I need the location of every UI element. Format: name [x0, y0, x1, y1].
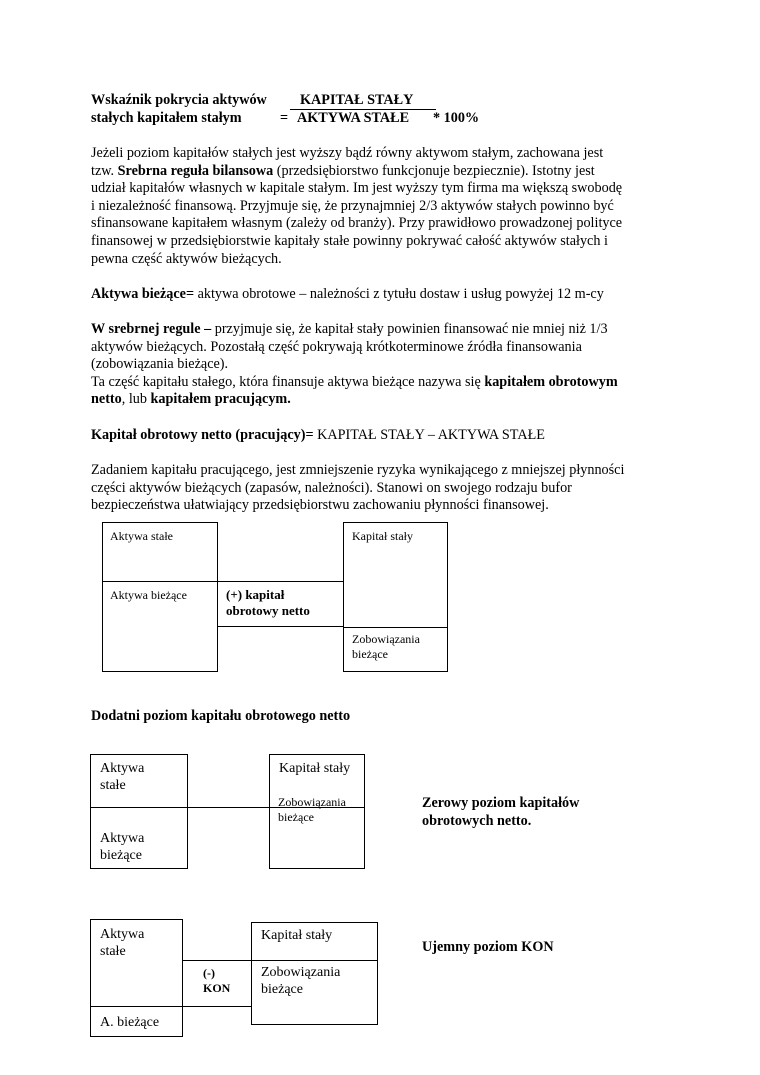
text-line: udział kapitałów własnych w kapitale stałym. Im jest wyższy tym firma ma większą swobodę — [91, 180, 623, 197]
text-line: bezpieczeństwa ułatwiający przedsiębiorstwu zachowaniu płynności finansowej. — [91, 497, 549, 514]
term: Aktywa bieżące= — [91, 286, 195, 302]
label-fixed-assets-line1: Aktywa — [100, 927, 145, 942]
text-line: finansowej w przedsiębiorstwie kapitały stałe powinny pokrywać całość aktywów stałych i — [91, 232, 608, 249]
definition-current-assets — [91, 286, 604, 304]
label-kon-line2: obrotowy netto — [226, 603, 310, 618]
label-current-assets: Aktywa bieżące — [110, 588, 187, 602]
formula-label-line1: Wskaźnik pokrycia aktywów — [91, 92, 267, 108]
text-line: pewna część aktywów bieżących. — [91, 250, 282, 267]
label-liabilities-line1: Zobowiązania — [261, 965, 341, 980]
text-line — [91, 374, 691, 392]
paragraph-silver-rule — [91, 321, 691, 409]
text-span: przyjmuje się, że kapitał stały powinien finansować nie mniej niż 1/3 — [214, 321, 608, 337]
term: kapitałem obrotowym — [484, 373, 618, 390]
label-liabilities-line1: Zobowiązania — [352, 632, 420, 646]
label-current-assets-line1: Aktywa — [100, 831, 145, 846]
text-line — [91, 321, 691, 339]
formula-multiplier: * 100% — [433, 110, 480, 126]
text-line: części aktywów bieżących (zapasów, należności). Stanowi on swojego rodzaju bufor — [91, 479, 572, 496]
text-line: aktywów bieżących. Pozostałą część pokrywają krótkoterminowe źródła finansowania — [91, 338, 582, 355]
label-current-assets-line2: bieżące — [100, 848, 142, 863]
label-fixed-capital: Kapitał stały — [352, 529, 413, 543]
label-fixed-assets-line2: stałe — [100, 944, 126, 959]
term: netto — [91, 391, 122, 408]
definition-working-capital — [91, 427, 545, 445]
caption-positive-kon: Dodatni poziom kapitału obrotowego netto — [91, 708, 351, 724]
text-line: sfinansowane kapitałem własnym (zależy od branży). Przy prawidłowo prowadzonej polityce — [91, 215, 623, 232]
label-liabilities-line2: bieżące — [352, 647, 388, 661]
label-fixed-assets-line2: stałe — [100, 778, 126, 793]
term: kapitałem pracującym. — [150, 391, 291, 408]
silver-rule-term: Srebrna reguła bilansowa — [117, 162, 274, 179]
caption-line: obrotowych netto. — [422, 812, 532, 829]
caption-zero-kon — [422, 795, 579, 830]
text-line: (zobowiązania bieżące). — [91, 356, 229, 373]
formula-label-line2: stałych kapitałem stałym — [91, 110, 242, 126]
formula-denominator: AKTYWA STAŁE — [297, 110, 410, 126]
paragraph-working-capital-role — [91, 462, 711, 515]
label-fixed-capital: Kapitał stały — [261, 928, 333, 943]
text-span: tzw. — [91, 162, 115, 179]
label-liabilities-line1: Zobowiązania — [278, 795, 346, 809]
formula-equals: = — [280, 110, 289, 126]
text-span: , lub — [121, 391, 147, 408]
text-line — [91, 391, 691, 409]
definition-text: aktywa obrotowe – należności z tytułu dostaw i usług powyżej 12 m-cy — [197, 286, 604, 302]
text-line: Jeżeli poziom kapitałów stałych jest wyższy bądź równy aktywom stałym, zachowana jest — [91, 145, 604, 161]
label-liabilities-line2: bieżące — [278, 810, 314, 824]
text-line: Zadaniem kapitału pracującego, jest zmniejszenie ryzyka wynikającego z mniejszej płynności — [91, 462, 625, 478]
term: W srebrnej regule – — [91, 321, 212, 337]
caption-negative-kon: Ujemny poziom KON — [422, 939, 554, 955]
label-fixed-assets: Aktywa stałe — [110, 529, 173, 543]
definition-text: KAPITAŁ STAŁY – AKTYWA STAŁE — [317, 427, 545, 443]
text-span: Ta część kapitału stałego, która finansuje aktywa bieżące nazywa się — [91, 373, 481, 390]
label-fixed-assets-line1: Aktywa — [100, 761, 145, 776]
term: Kapitał obrotowy netto (pracujący)= — [91, 427, 314, 443]
paragraph-balance-rule — [91, 145, 691, 268]
text-line: i niezależność finansową. Przyjmuje się, że przynajmniej 2/3 aktywów stałych powinno być — [91, 197, 614, 214]
label-current-assets: A. bieżące — [100, 1015, 160, 1030]
connector-line — [187, 807, 270, 808]
label-kon-line1: (-) — [203, 966, 215, 980]
label-kon-line2: KON — [203, 981, 231, 995]
formula-numerator: KAPITAŁ STAŁY — [300, 92, 414, 108]
text-span: (przedsiębiorstwo funkcjonuje bezpiecznie). Istotny jest — [276, 162, 595, 179]
label-fixed-capital: Kapitał stały — [279, 761, 351, 776]
caption-line: Zerowy poziom kapitałów — [422, 795, 580, 811]
text-line — [91, 163, 691, 181]
label-kon-line1: (+) kapitał — [226, 587, 285, 602]
label-liabilities-line2: bieżące — [261, 982, 303, 997]
